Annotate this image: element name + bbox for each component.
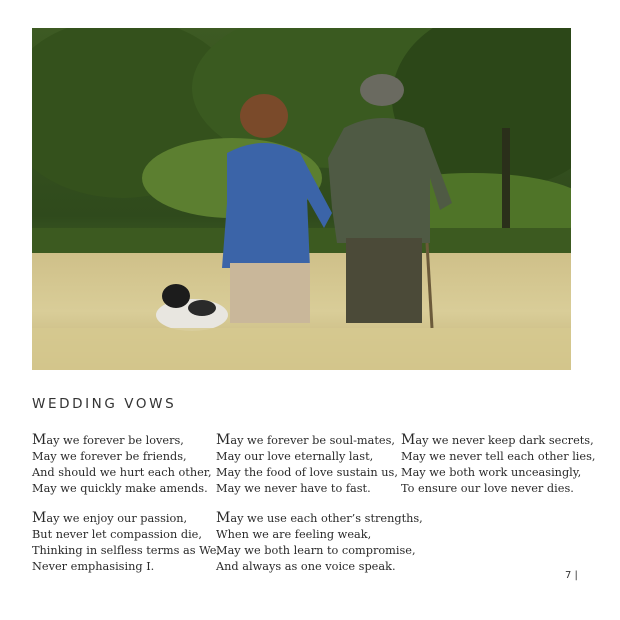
poem-line: May we never have to fast. xyxy=(216,482,371,495)
poem-line: When we are feeling weak, xyxy=(216,528,372,541)
poem-line: And always as one voice speak. xyxy=(216,560,396,573)
poem-title: WEDDING VOWS xyxy=(32,396,177,412)
poem-line: May we never keep dark secrets, xyxy=(401,432,594,448)
stanza xyxy=(401,432,596,497)
poem-line: May our love eternally last, xyxy=(216,450,374,463)
poem-line: May we both learn to compromise, xyxy=(216,544,416,557)
stanza xyxy=(32,510,220,575)
stanza xyxy=(216,510,423,575)
poem-line: May we never tell each other lies, xyxy=(401,450,596,463)
poem-line: May we use each other’s strengths, xyxy=(216,510,423,526)
poem-column xyxy=(216,432,423,588)
poem-line: May the food of love sustain us, xyxy=(216,466,398,479)
couple-walking-photo xyxy=(32,28,571,370)
poem-line: May we enjoy our passion, xyxy=(32,510,188,526)
poem-line: May we quickly make amends. xyxy=(32,482,208,495)
page-number: 7 | xyxy=(565,570,578,581)
poem-column xyxy=(32,432,220,588)
poem-line: But never let compassion die, xyxy=(32,528,202,541)
poem-line: Never emphasising I. xyxy=(32,560,155,573)
stanza xyxy=(216,432,423,497)
stanza xyxy=(32,432,220,497)
poem-column xyxy=(401,432,596,510)
poem-line: May we forever be friends, xyxy=(32,450,187,463)
poem-line: May we both work unceasingly, xyxy=(401,466,582,479)
poem-line: And should we hurt each other, xyxy=(32,466,212,479)
poem-line: To ensure our love never dies. xyxy=(401,482,574,495)
poem-line: Thinking in selfless terms as We, xyxy=(32,544,221,557)
poem-line: May we forever be soul-mates, xyxy=(216,432,395,448)
poem-line: May we forever be lovers, xyxy=(32,432,184,448)
